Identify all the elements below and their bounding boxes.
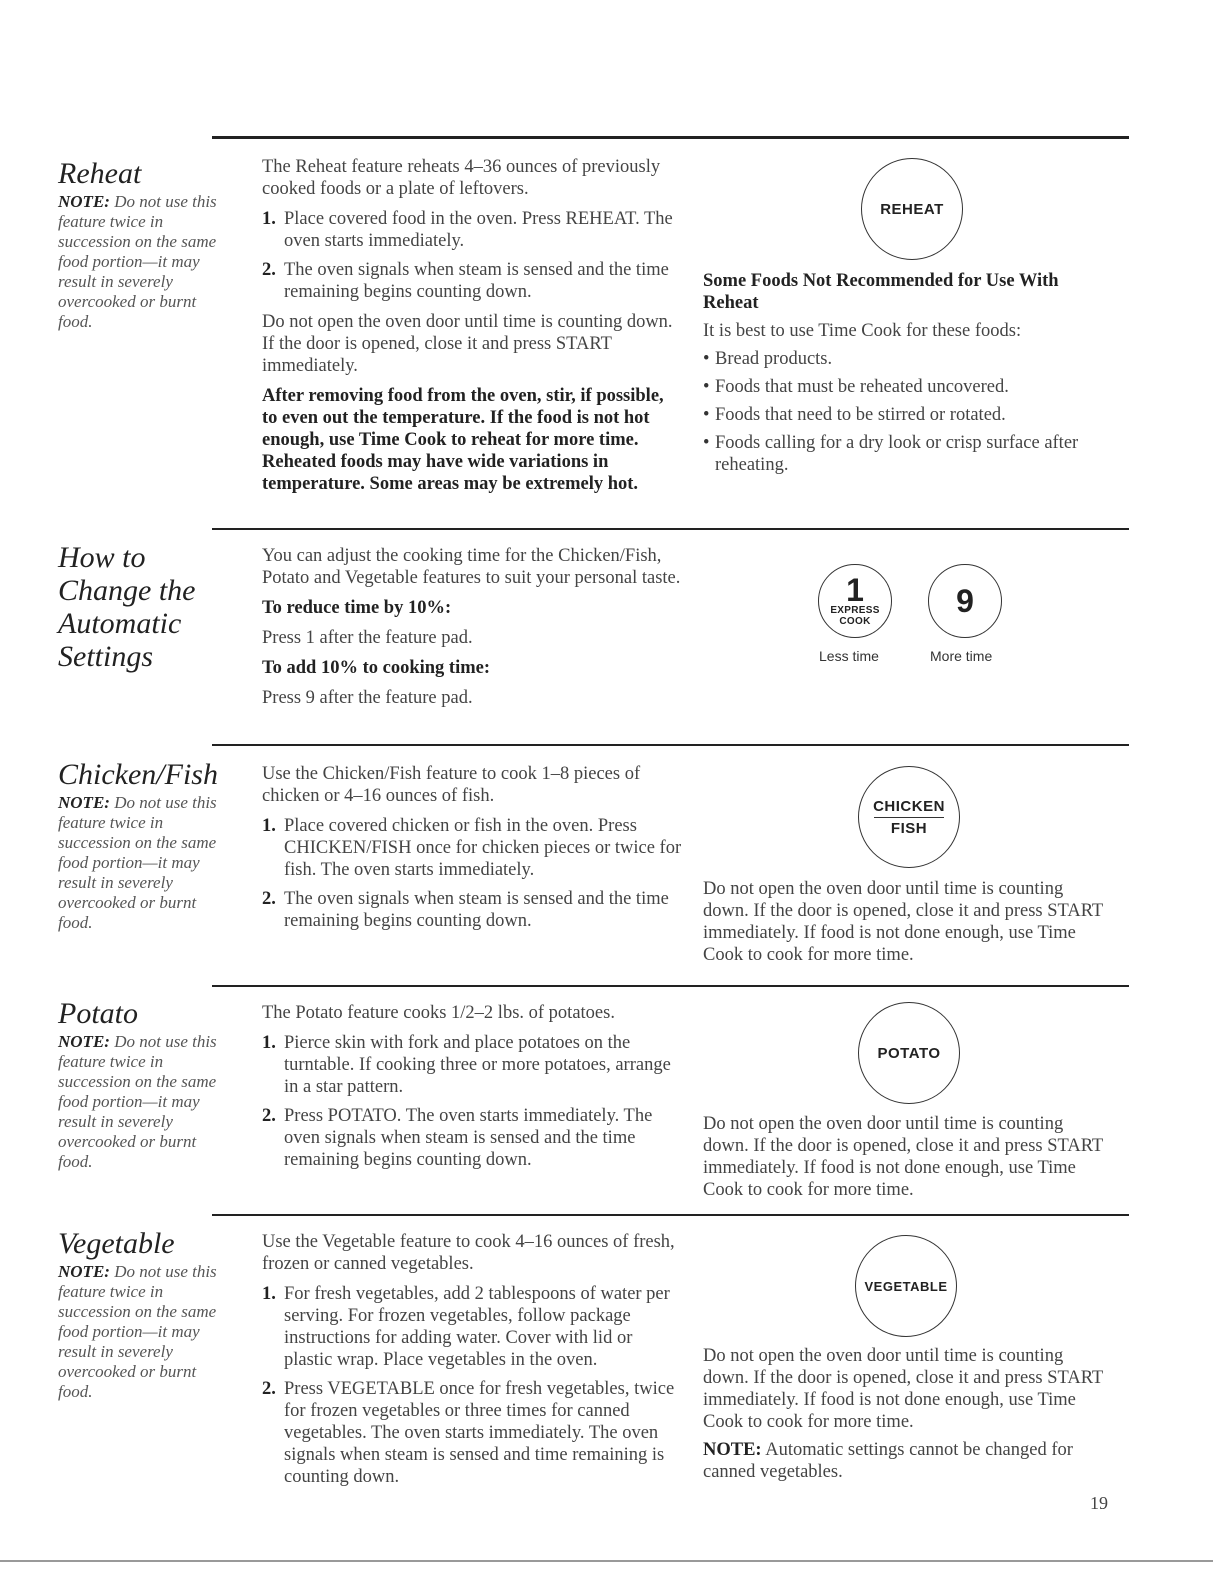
section-rule — [212, 985, 1129, 987]
potato-pad-icon: POTATO — [858, 1002, 960, 1104]
reheat-door-text: Do not open the oven door until time is counting down. If the door is opened, close it and press START immediately. — [262, 312, 673, 376]
vegetable-sidebar — [58, 1228, 218, 1402]
not-recommended-list — [703, 348, 1113, 476]
reheat-sidebar — [58, 158, 218, 332]
vegetable-body — [262, 1231, 682, 1496]
potato-steps — [262, 1032, 682, 1171]
nine-pad-icon: 9 — [928, 564, 1002, 638]
reheat-title: Reheat — [58, 157, 142, 190]
potato-title: Potato — [58, 997, 138, 1030]
vegetable-door-text: Do not open the oven door until time is counting down. If the door is opened, close it and press START immediately. If food is not done enough, use Time Cook to cook for more time. — [703, 1346, 1103, 1432]
reheat-step-1: 1. Place covered food in the oven. Press REHEAT. The oven starts immediately. — [262, 209, 673, 251]
chicken-step-1: 1. Place covered chicken or fish in the oven. Press CHICKEN/FISH once for chicken pieces or twice for fish. The oven starts immediately. — [262, 816, 682, 880]
reheat-body — [262, 156, 682, 503]
pad-divider — [874, 817, 944, 818]
reheat-note: NOTE: Do not use this feature twice in succession on the same food portion—it may result in severely overcooked or burnt food. — [58, 192, 217, 331]
list-item: • Bread products. — [703, 348, 1113, 370]
chicken-door-text: Do not open the oven door until time is counting down. If the door is opened, close it and press START immediately. If food is not done enough, use Time Cook to cook for more time. — [703, 879, 1103, 965]
vegetable-right — [703, 1345, 1113, 1489]
potato-sidebar — [58, 998, 218, 1172]
not-recommended-intro: It is best to use Time Cook for these foods: — [703, 321, 1022, 341]
change-title: How to Change the Automatic Settings — [58, 541, 196, 673]
chicken-note: NOTE: Do not use this feature twice in succession on the same food portion—it may result in severely overcooked or burnt food. — [58, 793, 217, 932]
reheat-intro: The Reheat feature reheats 4–36 ounces of previously cooked foods or a plate of leftovers. — [262, 157, 661, 199]
reheat-not-recommended — [703, 270, 1113, 482]
potato-step-1: 1. Pierce skin with fork and place potatoes on the turntable. If cooking three or more potatoes, arrange in a star pattern. — [262, 1033, 671, 1097]
chicken-intro: Use the Chicken/Fish feature to cook 1–8 pieces of chicken or 4–16 ounces of fish. — [262, 764, 641, 806]
page-number: 19 — [1090, 1493, 1108, 1513]
vegetable-title: Vegetable — [58, 1227, 175, 1260]
potato-intro: The Potato feature cooks 1/2–2 lbs. of potatoes. — [262, 1003, 615, 1023]
vegetable-note: NOTE: Do not use this feature twice in succession on the same food portion—it may result in severely overcooked or burnt food. — [58, 1262, 217, 1401]
potato-door-text: Do not open the oven door until time is counting down. If the door is opened, close it and press START immediately. If food is not done enough, use Time Cook to cook for more time. — [703, 1114, 1103, 1200]
reduce-text: Press 1 after the feature pad. — [262, 628, 473, 648]
reduce-heading: To reduce time by 10%: — [262, 598, 452, 618]
vegetable-intro: Use the Vegetable feature to cook 4–16 ounces of fresh, frozen or canned vegetables. — [262, 1232, 675, 1274]
reheat-pad-icon: REHEAT — [861, 158, 963, 260]
add-heading: To add 10% to cooking time: — [262, 658, 491, 678]
potato-body — [262, 1002, 682, 1179]
chicken-fish-pad-icon: CHICKEN FISH — [858, 766, 960, 868]
reheat-steps — [262, 208, 682, 303]
change-sidebar — [58, 541, 218, 676]
change-intro: You can adjust the cooking time for the Chicken/Fish, Potato and Vegetable features to suit your personal taste. — [262, 546, 681, 588]
vegetable-step-1: 1. For fresh vegetables, add 2 tablespoons of water per serving. For frozen vegetables, follow package instructions for adding water. Cover with lid or plastic wrap. Place vegetables in the oven. — [262, 1284, 670, 1370]
chicken-title: Chicken/Fish — [58, 758, 218, 791]
more-time-caption: More time — [930, 648, 993, 664]
chicken-sidebar — [58, 759, 218, 933]
section-rule — [212, 744, 1129, 746]
express-cook-pad-icon: 1 EXPRESS COOK — [818, 564, 892, 638]
chicken-step-2: 2. The oven signals when steam is sensed and the time remaining begins counting down. — [262, 889, 669, 931]
potato-step-2: 2. Press POTATO. The oven starts immediately. The oven signals when steam is sensed and the time remaining begins counting down. — [262, 1106, 653, 1170]
reheat-warning: After removing food from the oven, stir, if possible, to even out the temperature. If the food is not hot enough, use Time Cook to reheat for more time. Reheated foods may have wide variations in temperature. Some areas may be extremely hot. — [262, 386, 664, 494]
list-item: • Foods that must be reheated uncovered. — [703, 376, 1113, 398]
vegetable-step-2: 2. Press VEGETABLE once for fresh vegetables, twice for frozen vegetables or three times for canned vegetables. The oven starts immediately. The oven signals when steam is sensed and time remaining is counting down. — [262, 1379, 675, 1487]
bottom-rule — [0, 1560, 1213, 1562]
chicken-body — [262, 763, 682, 940]
chicken-steps — [262, 815, 682, 932]
less-time-caption: Less time — [819, 648, 879, 664]
list-item: • Foods that need to be stirred or rotated. — [703, 404, 1113, 426]
vegetable-steps — [262, 1283, 682, 1488]
list-item: • Foods calling for a dry look or crisp surface after reheating. — [703, 432, 1113, 476]
change-body — [262, 545, 682, 717]
section-rule — [212, 1214, 1129, 1216]
not-recommended-heading: Some Foods Not Recommended for Use With Reheat — [703, 271, 1059, 313]
top-rule — [212, 136, 1129, 139]
add-text: Press 9 after the feature pad. — [262, 688, 473, 708]
vegetable-pad-icon: VEGETABLE — [855, 1235, 957, 1337]
section-rule — [212, 528, 1129, 530]
potato-note: NOTE: Do not use this feature twice in succession on the same food portion—it may result in severely overcooked or burnt food. — [58, 1032, 217, 1171]
reheat-step-2: 2. The oven signals when steam is sensed and the time remaining begins counting down. — [262, 260, 669, 302]
vegetable-final-note: NOTE: Automatic settings cannot be changed for canned vegetables. — [703, 1440, 1073, 1482]
